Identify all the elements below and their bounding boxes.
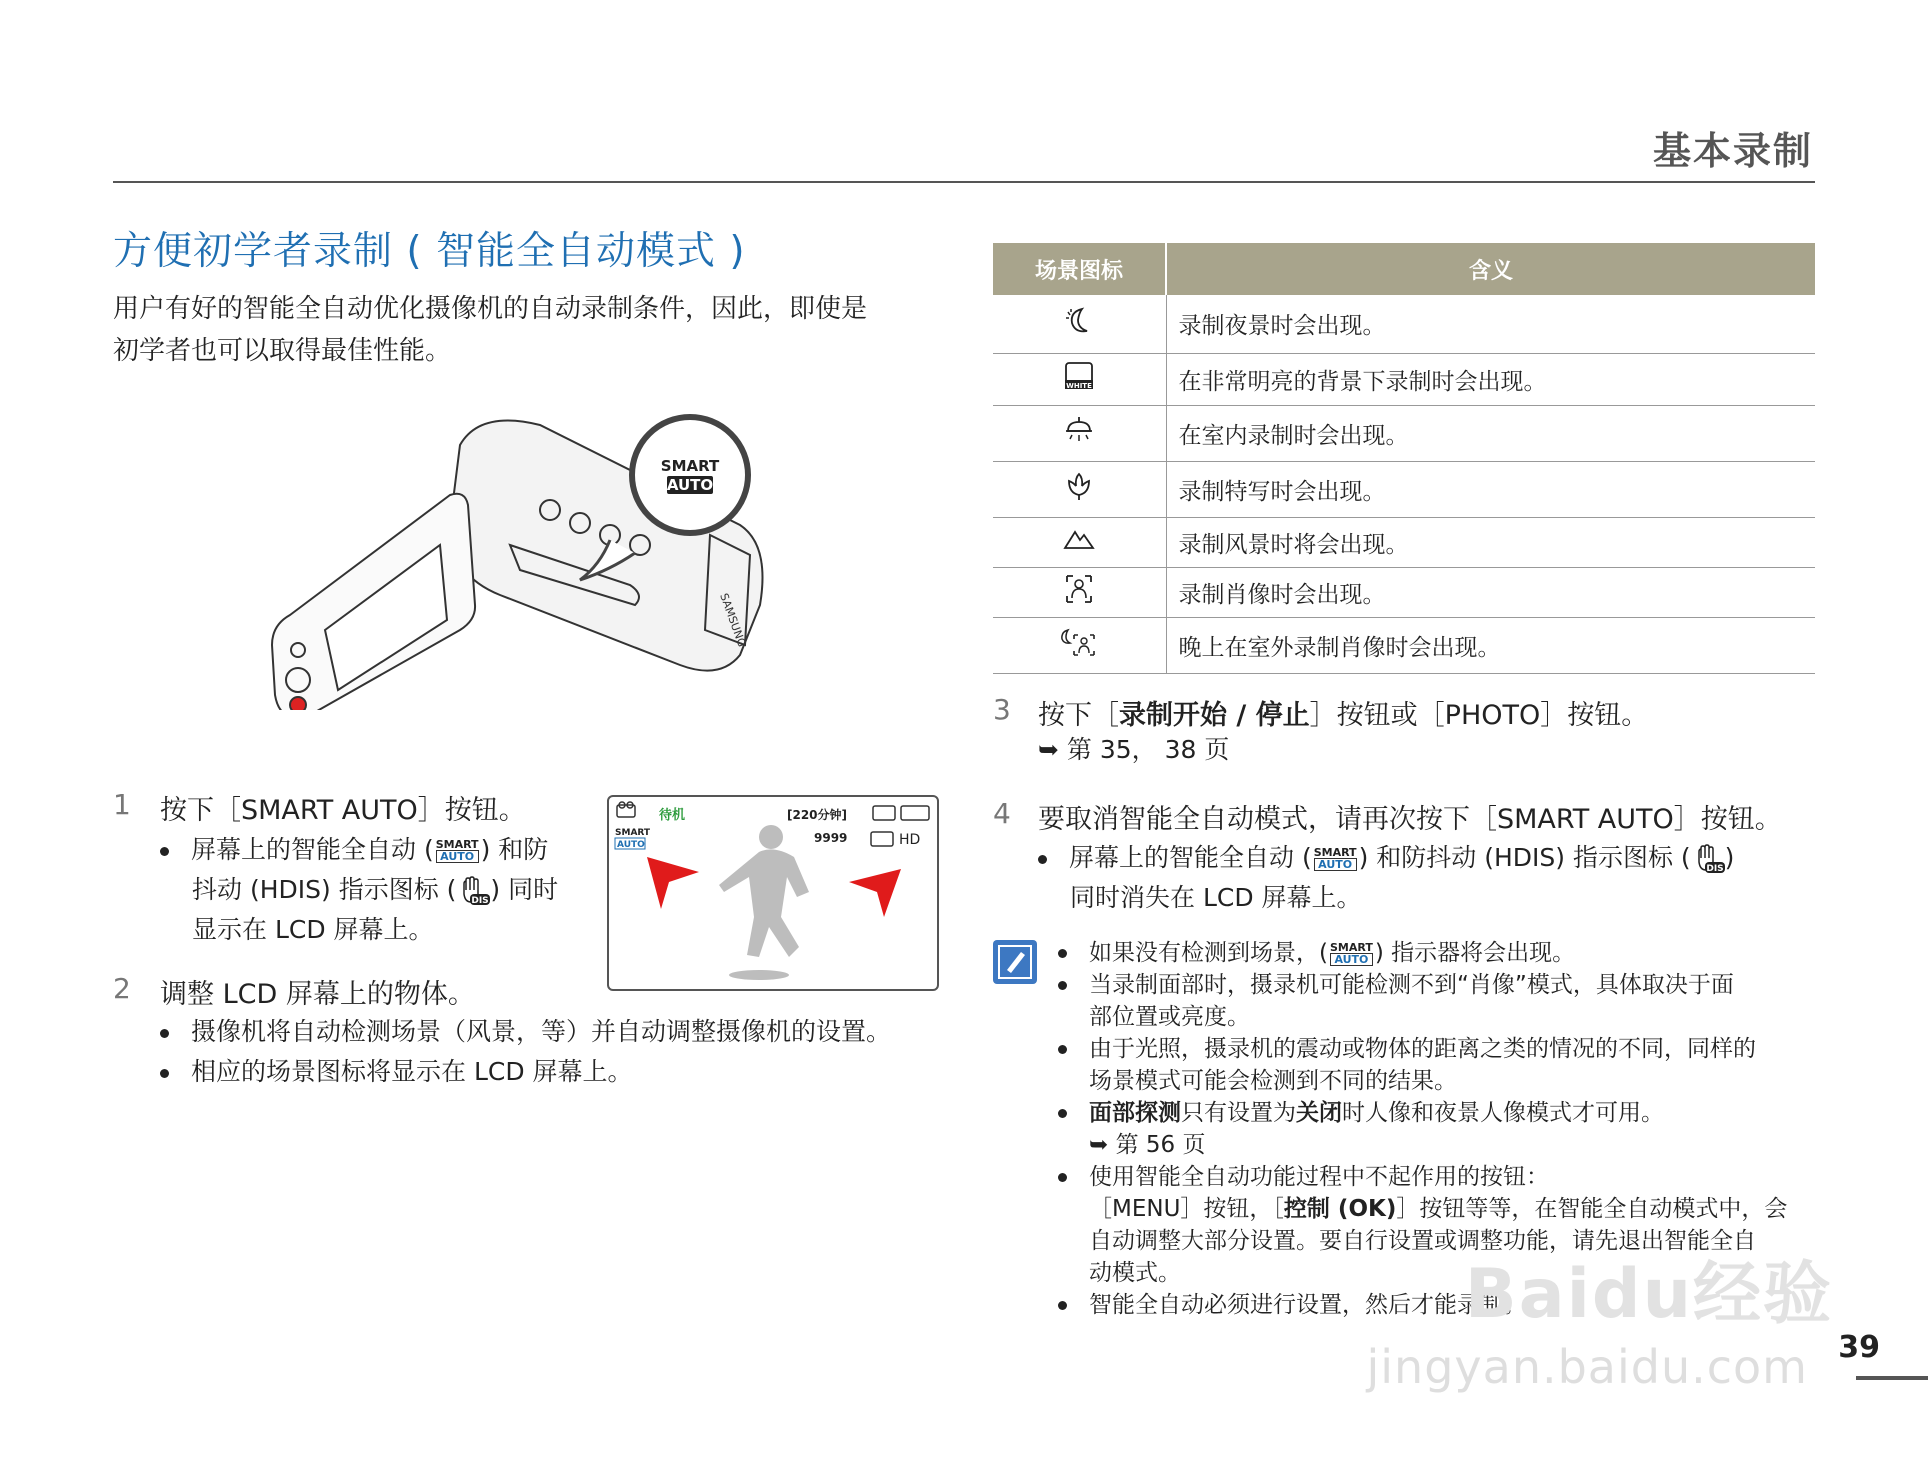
section-title: 方便初学者录制 ( 智能全自动模式 ) xyxy=(113,229,746,274)
note-item xyxy=(1058,937,1818,969)
skater-silhouette xyxy=(719,825,809,980)
step-text-part: 按下［ xyxy=(1038,700,1119,731)
note-text-cont: 自动调整大部分设置。要自行设置或调整功能，请先退出智能全自 xyxy=(1089,1228,1756,1254)
bullet-dot xyxy=(160,847,169,856)
table-row xyxy=(993,405,1815,461)
indoor-lamp-icon xyxy=(993,405,1166,461)
step-bullet xyxy=(160,1012,891,1052)
icon-text: SMART xyxy=(435,838,479,851)
lcd-quality: HD xyxy=(899,832,921,848)
bullet-dot xyxy=(1038,855,1047,864)
night-icon xyxy=(993,295,1166,353)
step-text: 调整 LCD 屏幕上的物体。 xyxy=(160,979,475,1010)
bullet-text: ) 和防抖动 (HDIS) 指示图标 ( xyxy=(1358,843,1691,872)
step-bullet-cont: 同时消失在 LCD 屏幕上。 xyxy=(1070,883,1362,912)
bullet-text: ) xyxy=(1724,843,1735,872)
note-text: 如果没有检测到场景，( xyxy=(1089,940,1328,966)
macro-flower-icon xyxy=(993,461,1166,517)
scene-meaning: 在室内录制时会出现。 xyxy=(1166,405,1815,461)
icon-text: AUTO xyxy=(1330,953,1373,966)
note-text: ］按钮等等，在智能全自动模式中，会 xyxy=(1396,1196,1788,1222)
note-item xyxy=(1058,1161,1818,1193)
bullet-dot xyxy=(1058,1109,1067,1118)
intro-line: 用户有好的智能全自动优化摄像机的自动录制条件，因此，即使是 xyxy=(113,294,868,324)
header-divider xyxy=(113,181,1815,183)
step-text: 按下［SMART AUTO］按钮。 xyxy=(160,795,526,826)
callout-smart-text: SMART xyxy=(660,457,720,475)
note-text: 智能全自动必须进行设置，然后才能录制。 xyxy=(1089,1292,1526,1318)
page-reference: ➥ 第 35， 38 页 xyxy=(1038,735,1230,764)
note-text-cont: 动模式。 xyxy=(1089,1260,1181,1286)
lcd-drawing xyxy=(609,797,937,989)
scene-meaning: 晚上在室外录制肖像时会出现。 xyxy=(1166,617,1815,673)
note-item xyxy=(1058,1097,1818,1129)
icon-text: AUTO xyxy=(436,850,479,863)
lcd-count: 9999 xyxy=(814,831,848,845)
bullet-dot xyxy=(160,1069,169,1078)
camcorder-drawing xyxy=(250,405,770,710)
icon-text: AUTO xyxy=(1314,858,1357,871)
smart-auto-icon xyxy=(436,839,479,863)
page-number: 39 xyxy=(1838,1330,1880,1365)
step-bullet-cont xyxy=(192,870,602,910)
landscape-icon xyxy=(993,517,1166,567)
scene-meaning: 录制特写时会出现。 xyxy=(1166,461,1815,517)
bullet-text: ) 同时 xyxy=(490,875,559,904)
note-text-cont: 场景模式可能会检测到不同的结果。 xyxy=(1089,1068,1457,1094)
table-row xyxy=(993,517,1815,567)
camcorder-illustration xyxy=(250,405,770,710)
hand-dis-icon xyxy=(1691,844,1725,874)
table-header-row xyxy=(993,243,1815,295)
bullet-dot xyxy=(1058,1173,1067,1182)
step-bullet xyxy=(160,830,600,870)
scene-meaning: 在非常明亮的背景下录制时会出现。 xyxy=(1166,353,1815,405)
step-number: 3 xyxy=(993,693,1011,726)
table-row xyxy=(993,461,1815,517)
step-number: 4 xyxy=(993,797,1011,830)
bullet-dot xyxy=(1058,949,1067,958)
table-header-icon: 场景图标 xyxy=(993,243,1166,295)
scene-meaning: 录制夜景时会出现。 xyxy=(1166,295,1815,353)
note-text: ［MENU］按钮，［ xyxy=(1089,1196,1284,1222)
bullet-text: 摄像机将自动检测场景（风景，等）并自动调整摄像机的设置。 xyxy=(191,1017,892,1046)
bullet-text: 屏幕上的智能全自动 ( xyxy=(1069,843,1312,872)
watermark-logo: Baidu经验 xyxy=(1464,1255,1833,1334)
scene-meaning: 录制风景时将会出现。 xyxy=(1166,517,1815,567)
step-text xyxy=(1038,693,1648,732)
step-text-bold: 录制开始 / 停止 xyxy=(1119,700,1310,731)
bullet-text: 抖动 (HDIS) 指示图标 ( xyxy=(192,875,457,904)
step-bullet xyxy=(1038,838,1818,878)
lcd-remaining: [220分钟] xyxy=(787,808,848,822)
intro-line: 初学者也可以取得最佳性能。 xyxy=(113,336,452,366)
note-text: 由于光照，摄录机的震动或物体的距离之类的情况的不同，同样的 xyxy=(1089,1036,1756,1062)
note-text: 时人像和夜景人像模式才可用。 xyxy=(1342,1100,1664,1126)
smart-auto-callout xyxy=(632,417,748,533)
note-item xyxy=(1058,1033,1818,1065)
brand-label: SAMSUNG xyxy=(717,591,749,649)
icon-text: SMART xyxy=(1313,846,1357,859)
lcd-screen-illustration xyxy=(607,795,939,991)
bullet-text: 相应的场景图标将显示在 LCD 屏幕上。 xyxy=(191,1057,633,1086)
note-text-cont: 部位置或亮度。 xyxy=(1089,1004,1250,1030)
table-row xyxy=(993,295,1815,353)
note-text-cont xyxy=(1058,1193,1818,1225)
step-text-part: ］按钮或［PHOTO］按钮。 xyxy=(1309,700,1649,731)
table-header-meaning: 含义 xyxy=(1166,243,1815,295)
note-bold: 面部探测 xyxy=(1089,1100,1181,1126)
bullet-dot xyxy=(160,1029,169,1038)
note-bold: 关闭 xyxy=(1296,1100,1342,1126)
watermark-url: jingyan.baidu.com xyxy=(1366,1340,1808,1394)
note-item xyxy=(1058,969,1818,1001)
scene-icon-table xyxy=(993,243,1815,674)
icon-text: SMART xyxy=(1329,940,1373,954)
step-text: 要取消智能全自动模式，请再次按下［SMART AUTO］按钮。 xyxy=(1038,804,1782,835)
portrait-icon xyxy=(993,567,1166,617)
note-pencil-icon xyxy=(993,940,1037,984)
note-bold: 控制 (OK) xyxy=(1283,1196,1397,1222)
bullet-text: 屏幕上的智能全自动 ( xyxy=(191,835,434,864)
chapter-title: 基本录制 xyxy=(1652,129,1813,173)
note-text: 只有设置为 xyxy=(1181,1100,1296,1126)
hand-dis-icon xyxy=(456,876,490,906)
page-number-rule xyxy=(1856,1376,1928,1380)
step-bullet xyxy=(160,1052,633,1092)
note-text: 使用智能全自动功能过程中不起作用的按钮： xyxy=(1089,1164,1549,1190)
scene-meaning: 录制肖像时会出现。 xyxy=(1166,567,1815,617)
table-row xyxy=(993,617,1815,673)
table-row xyxy=(993,567,1815,617)
note-text: 当录制面部时，摄录机可能检测不到“肖像”模式，具体取决于面 xyxy=(1089,972,1734,998)
bullet-dot xyxy=(1058,981,1067,990)
lcd-smart-text: SMART xyxy=(615,828,651,838)
note-text: ) 指示器将会出现。 xyxy=(1374,940,1576,966)
white-icon xyxy=(993,353,1166,405)
step-number: 2 xyxy=(113,972,131,1005)
smart-auto-icon xyxy=(1330,942,1373,966)
bullet-dot xyxy=(1058,1045,1067,1054)
step-number: 1 xyxy=(113,788,131,821)
bullet-dot xyxy=(1058,1301,1067,1310)
icon-text: WHITE xyxy=(1066,382,1093,390)
smart-auto-icon xyxy=(1314,847,1357,871)
lcd-status: 待机 xyxy=(659,808,686,823)
callout-auto-text: AUTO xyxy=(666,476,714,494)
bullet-text: ) 和防 xyxy=(480,835,549,864)
night-portrait-icon xyxy=(993,617,1166,673)
intro-paragraph xyxy=(113,288,933,372)
step-bullet-cont: 显示在 LCD 屏幕上。 xyxy=(192,915,434,944)
icon-text: DIS xyxy=(471,896,490,906)
lcd-auto-text: AUTO xyxy=(617,840,645,850)
page-reference: ➥ 第 56 页 xyxy=(1089,1132,1206,1158)
icon-text: DIS xyxy=(1706,864,1724,874)
table-row xyxy=(993,353,1815,405)
